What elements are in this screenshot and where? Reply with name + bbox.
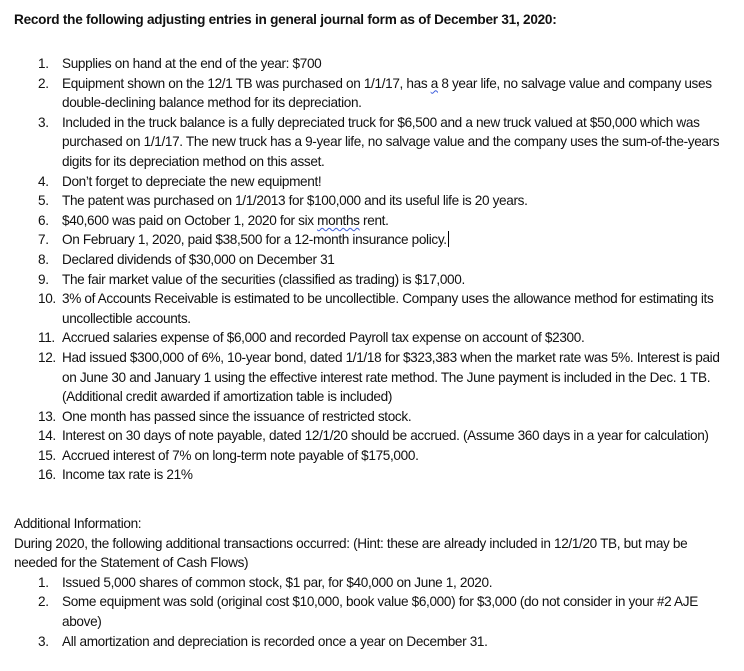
- item-text-part: Equipment shown on the 12/1 TB was purchased on 1/1/17, has: [62, 75, 431, 91]
- item-number: 10.: [38, 291, 56, 307]
- list-item: [14, 172, 734, 192]
- list-item: [14, 407, 734, 427]
- item-text[interactable]: The patent was purchased on 1/1/2013 for $100,000 and its useful life is 20 years.: [62, 193, 528, 209]
- item-number: 9.: [38, 271, 49, 287]
- list-item: [14, 426, 734, 446]
- document-body: [14, 10, 734, 651]
- list-item: [14, 250, 734, 270]
- adjusting-entries-list: [14, 54, 734, 485]
- item-text[interactable]: Declared dividends of $30,000 on December 31: [62, 251, 335, 267]
- item-text[interactable]: All amortization and depreciation is recorded once a year on December 31.: [62, 633, 488, 649]
- item-text[interactable]: Accrued salaries expense of $6,000 and recorded Payroll tax expense on account of $2300.: [62, 330, 585, 346]
- list-item: [14, 632, 734, 652]
- item-text[interactable]: 3% of Accounts Receivable is estimated to be uncollectible. Company uses the allowance method for estimating its uncollectible accounts.: [62, 291, 714, 326]
- item-text[interactable]: Supplies on hand at the end of the year: $700: [62, 56, 322, 71]
- list-item: [14, 592, 734, 631]
- item-number: 14.: [38, 428, 56, 444]
- document-title: Record the following adjusting entries in general journal form as of December 31, 2020:: [14, 12, 557, 27]
- item-text[interactable]: One month has passed since the issuance of restricted stock.: [62, 408, 412, 424]
- list-item: [14, 191, 734, 211]
- additional-info-intro[interactable]: During 2020, the following additional transactions occurred: (Hint: these are already included in 12/1/20 TB, but may be needed for the Statement of Cash Flows): [14, 535, 688, 571]
- list-item: [14, 211, 734, 231]
- list-item: [14, 348, 734, 407]
- list-item: [14, 113, 734, 172]
- item-number: 1.: [38, 574, 49, 590]
- item-text[interactable]: Issued 5,000 shares of common stock, $1 par, for $40,000 on June 1, 2020.: [62, 574, 493, 590]
- item-number: 7.: [38, 232, 49, 248]
- item-text[interactable]: Income tax rate is 21%: [62, 467, 193, 483]
- item-text[interactable]: Interest on 30 days of note payable, dated 12/1/20 should be accrued. (Assume 360 days in a year for calculation): [62, 428, 709, 444]
- item-text[interactable]: Included in the truck balance is a fully depreciated truck for $6,500 and a new truck valued at $50,000 which was purchased on 1/1/17. The new truck has a 9-year life, no salvage value and the company uses the sum-of-the-years digits for its depreciation method on this asset.: [62, 114, 720, 169]
- item-text[interactable]: Accrued interest of 7% on long-term note payable of $175,000.: [62, 447, 419, 463]
- item-number: 5.: [38, 193, 49, 209]
- item-text[interactable]: Don’t forget to depreciate the new equipment!: [62, 173, 322, 189]
- text-cursor: [448, 231, 449, 247]
- item-text-part: On February 1, 2020, paid $38,500 for a 12-month insurance policy.: [62, 232, 447, 248]
- item-number: 2.: [38, 594, 49, 610]
- item-number: 16.: [38, 467, 56, 483]
- grammar-flagged-word[interactable]: a: [430, 75, 438, 91]
- item-number: 15.: [38, 447, 56, 463]
- grammar-flagged-word[interactable]: months: [317, 212, 360, 228]
- item-text[interactable]: [62, 74, 734, 113]
- item-number: 11.: [38, 330, 55, 346]
- list-item: [14, 54, 734, 74]
- item-text[interactable]: Some equipment was sold (original cost $10,000, book value $6,000) for $3,000 (do not consider in your #2 AJE above): [62, 594, 698, 630]
- item-text-part: 8 year life, no salvage value and company uses double-declining balance method for its depreciation.: [62, 75, 712, 111]
- item-number: 2.: [38, 75, 49, 91]
- list-item: [14, 465, 734, 485]
- list-item: [14, 230, 734, 250]
- item-number: 8.: [38, 251, 49, 267]
- list-item: [14, 74, 734, 113]
- list-item: [14, 270, 734, 290]
- list-item: [14, 446, 734, 466]
- item-text-part: rent.: [359, 212, 389, 228]
- item-text-part: $40,600 was paid on October 1, 2020 for six: [62, 212, 318, 228]
- item-number: 3.: [38, 114, 49, 130]
- item-number: 1.: [38, 56, 49, 71]
- additional-transactions-list: [14, 573, 734, 651]
- item-number: 3.: [38, 633, 49, 649]
- list-item: [14, 573, 734, 593]
- item-text[interactable]: [62, 211, 734, 231]
- item-number: 6.: [38, 212, 49, 228]
- item-number: 12.: [38, 349, 56, 365]
- list-item: [14, 289, 734, 328]
- item-number: 4.: [38, 173, 49, 189]
- item-number: 13.: [38, 408, 56, 424]
- item-text[interactable]: Had issued $300,000 of 6%, 10-year bond, dated 1/1/18 for $323,383 when the market rate was 5%. Interest is paid on June 30 and January 1 using the effective interest rate method. The June payment is included in the Dec. 1 TB. (Additional credit awarded if amortization table is included): [62, 349, 720, 405]
- item-text[interactable]: The fair market value of the securities (classified as trading) is $17,000.: [62, 271, 465, 287]
- item-text[interactable]: [62, 230, 734, 250]
- blank-line: [14, 485, 734, 514]
- additional-info-heading[interactable]: Additional Information:: [14, 516, 142, 532]
- list-item: [14, 328, 734, 348]
